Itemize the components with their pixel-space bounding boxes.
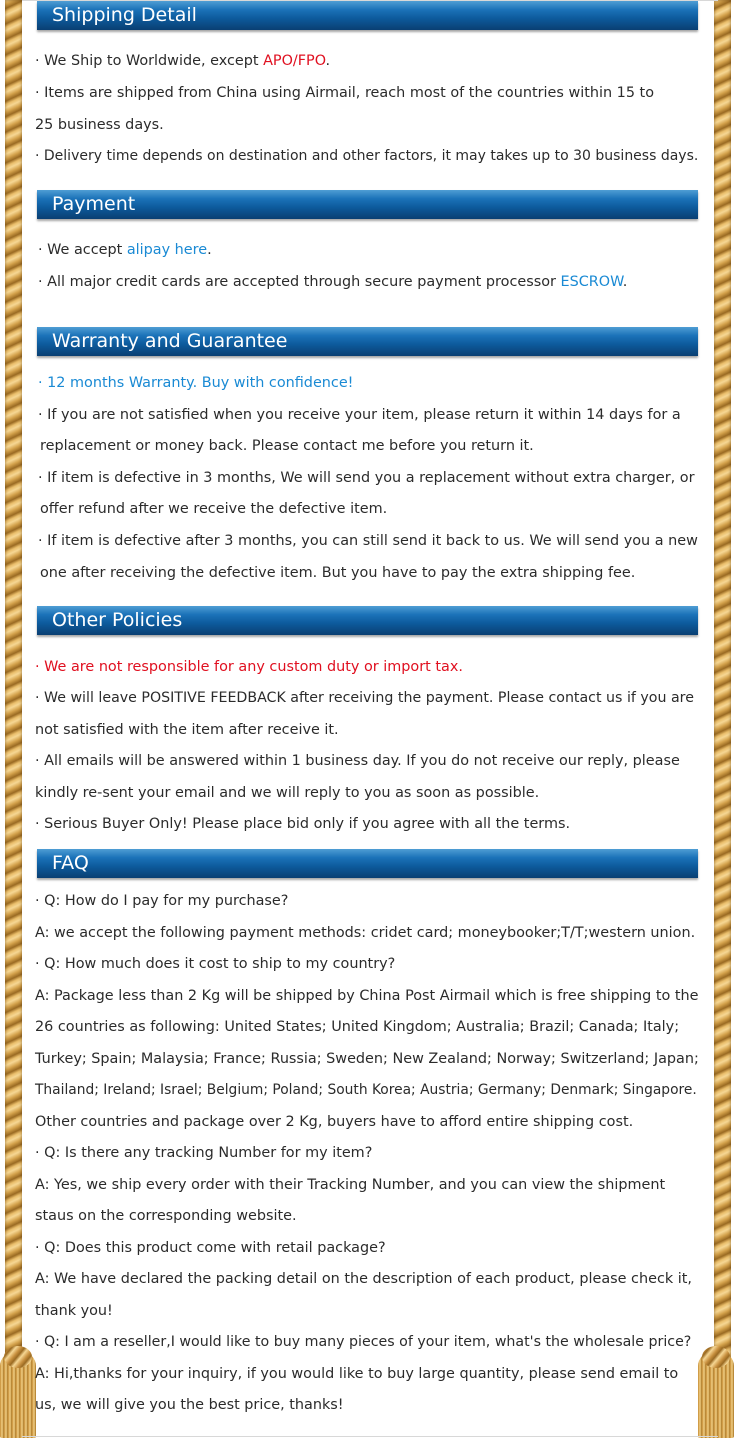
faq-line: · Q: Does this product come with retail package?: [35, 1240, 386, 1256]
policies-line-2: · We will leave POSITIVE FEEDBACK after receiving the payment. Please contact us if you are: [35, 690, 694, 706]
warranty-line-3: replacement or money back. Please contact me before you return it.: [40, 438, 534, 454]
tassel-right: [698, 1352, 734, 1438]
faq-line: · Q: How do I pay for my purchase?: [35, 893, 289, 909]
warranty-highlight: 12 months Warranty. Buy with confidence!: [47, 375, 354, 391]
warranty-line-7: one after receiving the defective item. But you have to pay the extra shipping fee.: [40, 565, 636, 581]
custom-duty-highlight: We are not responsible for any custom duty or import tax.: [44, 659, 463, 675]
payment-section-title: Payment: [52, 193, 136, 215]
policies-section-header: [37, 606, 698, 635]
faq-line: A: Package less than 2 Kg will be shipped by China Post Airmail which is free shipping to the: [35, 988, 699, 1004]
faq-line: · Q: I am a reseller,I would like to buy many pieces of your item, what's the wholesale price?: [35, 1334, 692, 1350]
rope-border-right: [714, 0, 731, 1438]
policies-line-1: · We are not responsible for any custom duty or import tax.: [35, 659, 463, 675]
warranty-line-4: · If item is defective in 3 months, We will send you a replacement without extra charger, or: [38, 470, 695, 486]
faq-line: A: we accept the following payment methods: cridet card; moneybooker;T/T;western union.: [35, 925, 696, 941]
rope-border-left: [5, 0, 22, 1438]
shipping-line-1: · We Ship to Worldwide, except APO/FPO.: [35, 53, 331, 69]
warranty-line-1: · 12 months Warranty. Buy with confidence!: [38, 375, 354, 391]
alipay-link[interactable]: alipay here: [126, 242, 208, 258]
faq-line: · Q: Is there any tracking Number for my item?: [35, 1145, 373, 1161]
faq-line: 26 countries as following: United States; United Kingdom; Australia; Brazil; Canada; Italy;: [35, 1019, 680, 1035]
shipping-section-header: [37, 1, 698, 30]
faq-line: A: Hi,thanks for your inquiry, if you would like to buy large quantity, please send email to: [35, 1366, 679, 1382]
faq-line: · Q: How much does it cost to ship to my country?: [35, 956, 396, 972]
faq-section-header: [37, 849, 698, 878]
frame-bottom-line: [22, 1436, 718, 1437]
shipping-line-3: 25 business days.: [35, 117, 164, 133]
faq-line: Thailand; Ireland; Israel; Belgium; Poland; South Korea; Austria; Germany; Denmark; Singapore.: [35, 1082, 697, 1098]
policies-line-4: · All emails will be answered within 1 business day. If you do not receive our reply, please: [35, 753, 680, 769]
warranty-line-5: offer refund after we receive the defective item.: [40, 501, 388, 517]
payment-line-1: · We accept alipay here.: [38, 242, 212, 258]
payment-line-2: · All major credit cards are accepted through secure payment processor ESCROW.: [38, 274, 628, 290]
payment-section-header: [37, 190, 698, 219]
faq-line: Turkey; Spain; Malaysia; France; Russia; Sweden; New Zealand; Norway; Switzerland; Japan;: [35, 1051, 699, 1067]
policies-line-5: kindly re-sent your email and we will reply to you as soon as possible.: [35, 785, 540, 801]
warranty-line-6: · If item is defective after 3 months, you can still send it back to us. We will send you a new: [38, 533, 698, 549]
escrow-link[interactable]: ESCROW: [560, 274, 623, 290]
shipping-line-4: · Delivery time depends on destination and other factors, it may takes up to 30 business days.: [35, 148, 699, 164]
shipping-section-title: Shipping Detail: [52, 4, 197, 26]
warranty-section-title: Warranty and Guarantee: [52, 330, 288, 352]
policies-line-3: not satisfied with the item after receive it.: [35, 722, 339, 738]
policies-section-title: Other Policies: [52, 609, 183, 631]
faq-line: us, we will give you the best price, thanks!: [35, 1397, 344, 1413]
tassel-left: [0, 1352, 36, 1438]
faq-line: A: We have declared the packing detail on the description of each product, please check it,: [35, 1271, 692, 1287]
policies-line-6: · Serious Buyer Only! Please place bid only if you agree with all the terms.: [35, 816, 571, 832]
apo-fpo-highlight: APO/FPO: [263, 53, 326, 69]
faq-line: Other countries and package over 2 Kg, buyers have to afford entire shipping cost.: [35, 1114, 634, 1130]
faq-line: staus on the corresponding website.: [35, 1208, 297, 1224]
faq-line: thank you!: [35, 1303, 113, 1319]
warranty-section-header: [37, 327, 698, 356]
faq-line: A: Yes, we ship every order with their Tracking Number, and you can view the shipment: [35, 1177, 666, 1193]
shipping-line-2: · Items are shipped from China using Airmail, reach most of the countries within 15 to: [35, 85, 655, 101]
faq-section-title: FAQ: [52, 852, 89, 874]
warranty-line-2: · If you are not satisfied when you receive your item, please return it within 14 days for a: [38, 407, 681, 423]
